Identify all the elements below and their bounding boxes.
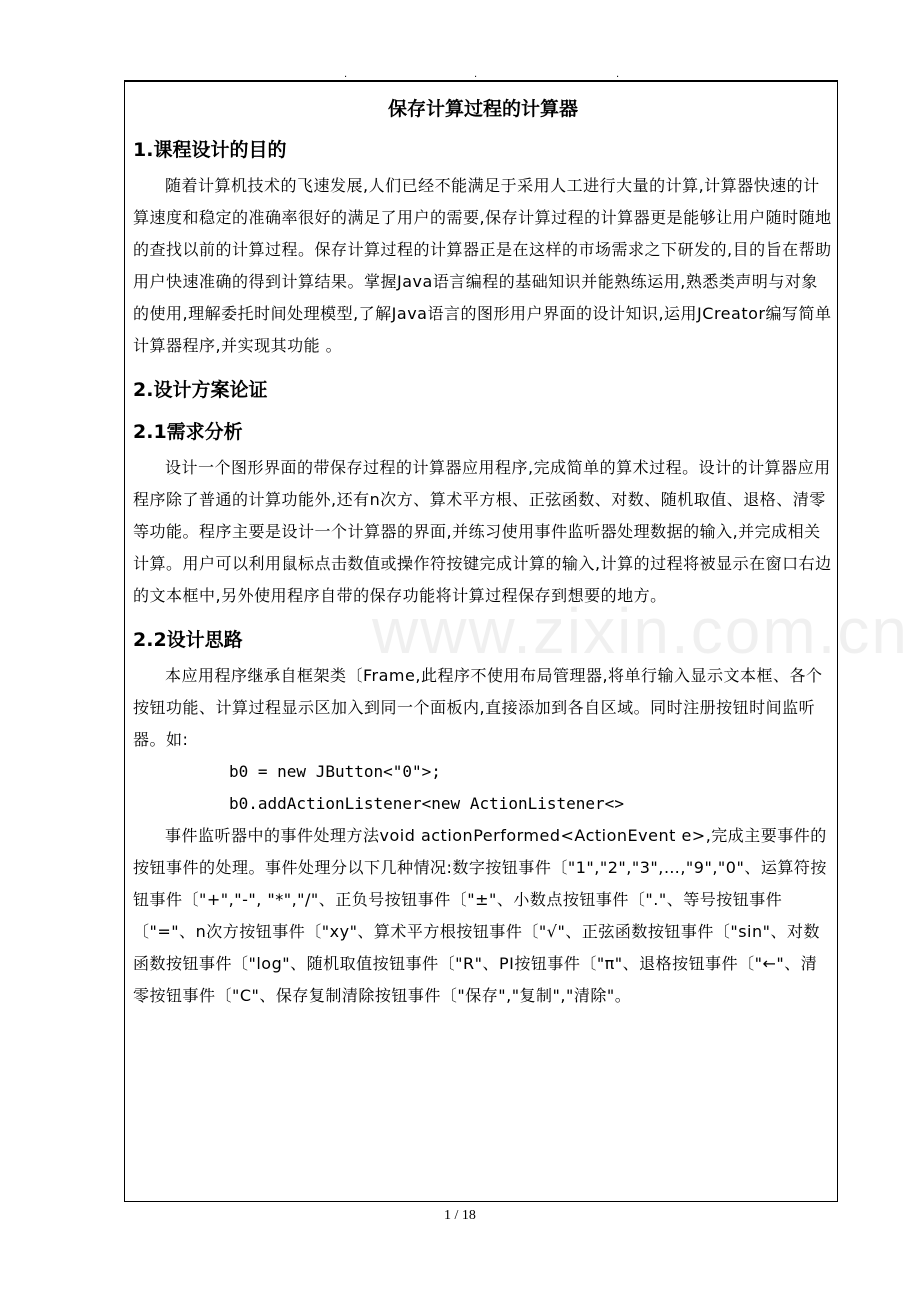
document-body (133, 92, 833, 1012)
document-title: 保存计算过程的计算器 (387, 98, 578, 120)
section-heading: 2.2设计思路 (133, 629, 243, 651)
page-number: 1 / 18 (444, 1208, 476, 1223)
code-line: b0.addActionListener<new ActionListener<> (229, 794, 624, 813)
paragraph: 本应用程序继承自框架类〔Frame,此程序不使用布局管理器,将单行输入显示文本框、各个按钮功能、计算过程显示区加入到同一个面板内,直接添加到各自区域。同时注册按钮时间监听器。如: (133, 666, 823, 749)
paragraph: 随着计算机技术的飞速发展,人们已经不能满足于采用人工进行大量的计算,计算器快速的计算速度和稳定的准确率很好的满足了用户的需要,保存计算过程的计算器更是能够让用户随时随地的查找以前的计算过程。保存计算过程的计算器正是在这样的市场需求之下研发的,目的旨在帮助用户快速准确的得到计算结果。掌握Java语言编程的基础知识并能熟练运用,熟悉类声明与对象的使用,理解委托时间处理模型,了解Java语言的图形用户界面的设计知识,运用JCreator编写简单计算器程序,并实现其功能 。 (133, 176, 832, 355)
section-heading: 1.课程设计的目的 (133, 139, 287, 161)
paragraph: 设计一个图形界面的带保存过程的计算器应用程序,完成简单的算术过程。设计的计算器应用程序除了普通的计算功能外,还有n次方、算术平方根、正弦函数、对数、随机取值、退格、清零等功能。程序主要是设计一个计算器的界面,并练习使用事件监听器处理数据的输入,并完成相关计算。用户可以利用鼠标点击数值或操作符按键完成计算的输入,计算的过程将被显示在窗口右边的文本框中,另外使用程序自带的保存功能将计算过程保存到想要的地方。 (133, 458, 832, 605)
watermark: www.zixin.com.cn (372, 595, 909, 667)
header-mark: . (344, 69, 348, 80)
section-heading: 2.1需求分析 (133, 421, 243, 443)
header-marks (0, 70, 920, 80)
section-heading: 2.设计方案论证 (133, 379, 268, 401)
header-mark: . (616, 69, 620, 80)
paragraph: 事件监听器中的事件处理方法void actionPerformed<ActionEvent e>,完成主要事件的按钮事件的处理。事件处理分以下几种情况:数字按钮事件〔"1","2","3",…,"9","0"、运算符按钮事件〔"+","-", "*","/"、正负号按钮事件〔"±"、小数点按钮事件〔"."、等号按钮事件〔"="、n次方按钮事件〔"xy"、算术平方根按钮事件〔"√"、正弦函数按钮事件〔"sin"、对数函数按钮事件〔"log"、随机取值按钮事件〔"R"、PI按钮事件〔"π"、退格按钮事件〔"←"、清零按钮事件〔"C"、保存复制清除按钮事件〔"保存","复制","清除"。 (133, 826, 827, 1005)
header-mark: . (474, 69, 478, 80)
code-line: b0 = new JButton<"0">; (229, 762, 441, 781)
